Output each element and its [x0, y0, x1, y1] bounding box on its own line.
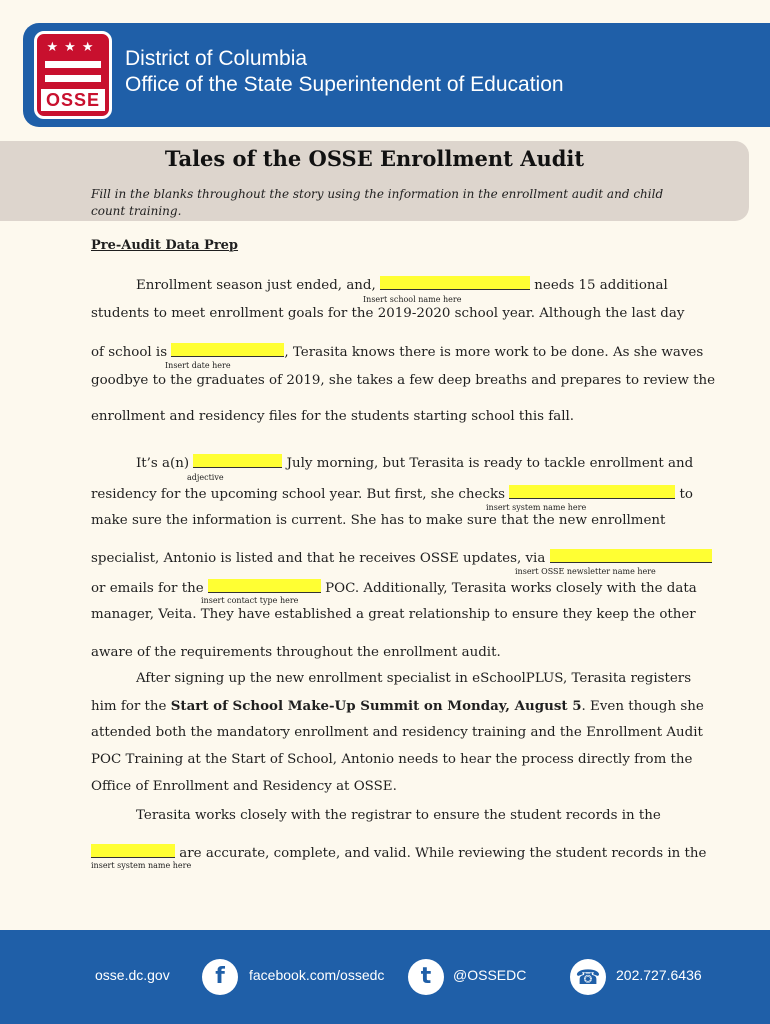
- story-line: students to meet enrollment goals for the 2019-2020 school year. Although the last day: [91, 306, 685, 321]
- agency-name: [125, 46, 564, 98]
- story-line: Enrollment season just ended, and, needs 15 additional: [136, 278, 668, 293]
- instructions: Fill in the blanks throughout the story using the information in the enrollment audit and child count training.: [91, 187, 664, 218]
- twitter-link[interactable]: @OSSEDC: [453, 967, 527, 983]
- logo-stripe: [45, 61, 101, 68]
- document-title: Tales of the OSSE Enrollment Audit: [164, 146, 585, 171]
- facebook-link[interactable]: facebook.com/ossedc: [249, 967, 385, 983]
- story-line: attended both the mandatory enrollment and residency training and the Enrollment Audit: [91, 725, 703, 740]
- story-line: enrollment and residency files for the students starting school this fall.: [91, 409, 575, 424]
- twitter-icon[interactable]: t: [408, 959, 444, 995]
- system-name-blank[interactable]: [509, 485, 675, 499]
- section-heading: Pre-Audit Data Prep: [91, 238, 239, 253]
- story-line: make sure the information is current. She has to make sure that the new enrollment: [91, 513, 666, 528]
- newsletter-blank[interactable]: [550, 549, 712, 563]
- date-blank[interactable]: [171, 343, 284, 357]
- story-line: POC Training at the Start of School, Antonio needs to hear the process directly from the: [91, 752, 693, 767]
- blank-hint: insert system name here: [91, 861, 192, 870]
- agency-line-1: District of Columbia: [125, 47, 308, 70]
- story-line: residency for the upcoming school year. But first, she checks to: [91, 487, 693, 502]
- adjective-blank[interactable]: [193, 454, 282, 468]
- story-line: aware of the requirements throughout the enrollment audit.: [91, 645, 501, 660]
- story-line: Office of Enrollment and Residency at OSSE.: [91, 779, 397, 794]
- blank-hint: Insert school name here: [363, 295, 462, 304]
- story-line: It’s a(n) July morning, but Terasita is ready to tackle enrollment and: [136, 456, 694, 471]
- story-line: manager, Veita. They have established a great relationship to ensure they keep the other: [91, 607, 696, 622]
- story-line: of school is , Terasita knows there is more work to be done. As she waves: [91, 345, 704, 360]
- story-line: After signing up the new enrollment specialist in eSchoolPLUS, Terasita registers: [136, 671, 692, 686]
- blank-hint: insert system name here: [486, 503, 587, 512]
- phone-icon[interactable]: ☎: [570, 959, 606, 995]
- blank-hint: Insert date here: [165, 361, 231, 370]
- summit-name: Start of School Make-Up Summit on Monday, August 5: [170, 698, 582, 714]
- story-line: are accurate, complete, and valid. While reviewing the student records in the: [91, 844, 706, 861]
- blank-hint: insert OSSE newsletter name here: [515, 567, 656, 576]
- blank-hint: insert contact type here: [201, 596, 299, 605]
- logo-text: OSSE: [41, 89, 105, 111]
- agency-line-2: Office of the State Superintendent of Education: [125, 73, 564, 96]
- story-line: or emails for the POC. Additionally, Terasita works closely with the data: [91, 581, 697, 596]
- facebook-icon[interactable]: f: [202, 959, 238, 995]
- story-line: goodbye to the graduates of 2019, she takes a few deep breaths and prepares to review the: [91, 373, 716, 388]
- phone-number[interactable]: 202.727.6436: [616, 967, 702, 983]
- story-line: specialist, Antonio is listed and that he receives OSSE updates, via: [91, 549, 712, 566]
- story-line: him for the Start of School Make-Up Summit on Monday, August 5. Even though she: [91, 698, 704, 714]
- logo-stars: ★★★: [46, 40, 100, 55]
- contact-type-blank[interactable]: [208, 579, 321, 593]
- story-line: Terasita works closely with the registrar to ensure the student records in the: [136, 808, 661, 823]
- system-name-blank-2[interactable]: [91, 844, 175, 858]
- website-link[interactable]: osse.dc.gov: [95, 967, 170, 983]
- osse-logo: [34, 31, 112, 119]
- school-name-blank[interactable]: [380, 276, 530, 290]
- blank-hint: adjective: [187, 473, 224, 482]
- logo-stripe: [45, 75, 101, 82]
